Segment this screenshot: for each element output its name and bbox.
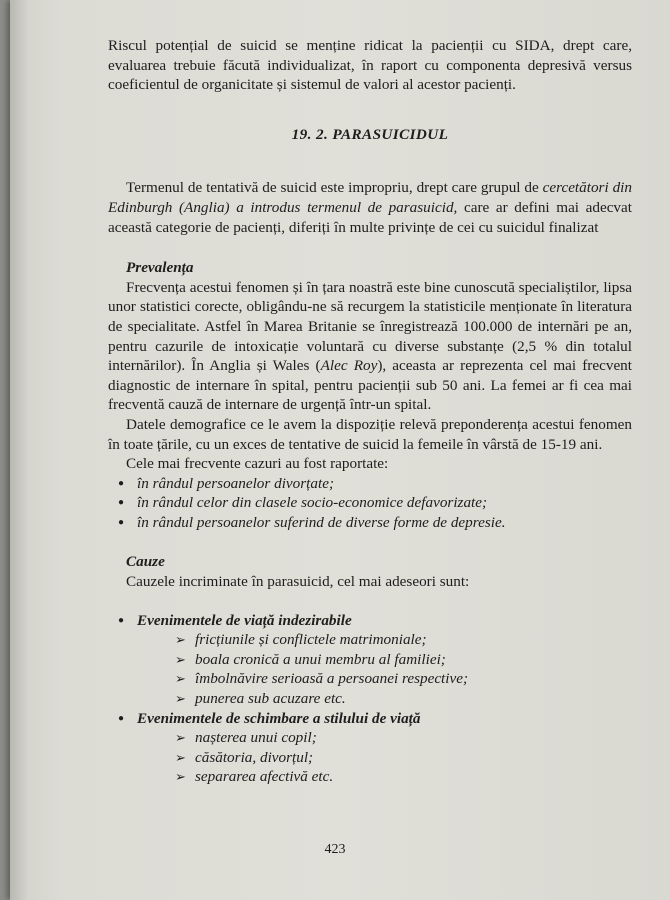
section-title: 19. 2. PARASUICIDUL	[291, 125, 449, 143]
prevalenta-paragraph-2: Datele demografice ce le avem la dispoziție relevă preponderența acestui fenomen în toate țările, cu un exces de tentative de suicid la femeile în vârstă de 15-19 ani.	[108, 415, 632, 453]
page-number: 423	[324, 842, 346, 857]
prevalenta-text-2: ), aceasta ar reprezenta cel mai frecvent diagnostic de internare în spital, pentru pacienții sub 50 ani. La femei ar fi cea mai frecventă cauză de internare de urgență într-un spital.	[108, 357, 632, 414]
list-item: ➢ îmbolnăvire serioasă a persoanei respective;	[175, 669, 632, 689]
definition-italic: cercetători din Edinburgh (Anglia) a introdus termenul de parasuicid,	[108, 179, 632, 216]
list-item: ➢ fricțiunile și conflictele matrimoniale;	[175, 630, 632, 650]
list-item: ➢ căsătoria, divorțul;	[175, 748, 632, 768]
page-content	[108, 36, 632, 787]
cauze-list	[108, 611, 632, 787]
list-item: ➢ separarea afectivă etc.	[175, 767, 632, 787]
prevalenta-heading: Prevalența	[126, 259, 194, 277]
intro-paragraph: Riscul potențial de suicid se menține ridicat la pacienții cu SIDA, drept care, evaluarea trebuie făcută individualizat, în raport cu componenta depresivă versus coeficientul de organicitate și sistemul de valori al acestor pacienți.	[108, 37, 632, 94]
list-item: ● în rândul persoanelor suferind de diverse forme de depresie.	[108, 513, 632, 533]
cause-sublist	[137, 630, 632, 708]
prevalenta-paragraph-3: Cele mai frecvente cazuri au fost raportate:	[126, 455, 389, 473]
definition-paragraph	[108, 178, 632, 237]
cauze-intro: Cauzele incriminate în parasuicid, cel mai adeseori sunt:	[126, 573, 470, 591]
cauze-heading: Cauze	[126, 553, 165, 571]
prevalenta-author: Alec Roy	[320, 357, 378, 375]
cause-group-title: Evenimentele de schimbare a stilului de viață	[137, 709, 421, 727]
cause-group	[108, 611, 632, 709]
cause-group	[108, 709, 632, 787]
cause-sublist	[137, 728, 632, 787]
definition-text-2: care ar defini mai adecvat această categorie de pacienți, diferiți în multe privințe de cei cu suicidul finalizat	[108, 198, 632, 236]
prevalenta-text-1: Frecvența acestui fenomen și în țara noastră este bine cunoscută specialiștilor, lipsa unor statistici corecte, obligându-ne să recurgem la statisticile menționate în literatura de specialitate. Astfel în Marea Britanie se înregistrează 100.000 de internări pe an, pentru cazurile de intoxicație voluntară cu diverse substanțe (2,5 % din totalul internărilor). În Anglia și Wales (	[108, 278, 632, 375]
cause-group-title: Evenimentele de viață indezirabile	[137, 611, 352, 629]
prevalenta-bullet-list	[108, 474, 632, 533]
list-item: ➢ punerea sub acuzare etc.	[175, 689, 632, 709]
list-item: ➢ nașterea unui copil;	[175, 728, 632, 748]
prevalenta-paragraph-1	[108, 278, 632, 415]
list-item: ● în rândul persoanelor divorțate;	[108, 474, 632, 494]
list-item: ➢ boala cronică a unui membru al familiei;	[175, 650, 632, 670]
definition-text-1: Termenul de tentativă de suicid este impropriu, drept care grupul de	[126, 179, 543, 197]
book-page	[10, 0, 670, 900]
list-item: ● în rândul celor din clasele socio-economice defavorizate;	[108, 493, 632, 513]
